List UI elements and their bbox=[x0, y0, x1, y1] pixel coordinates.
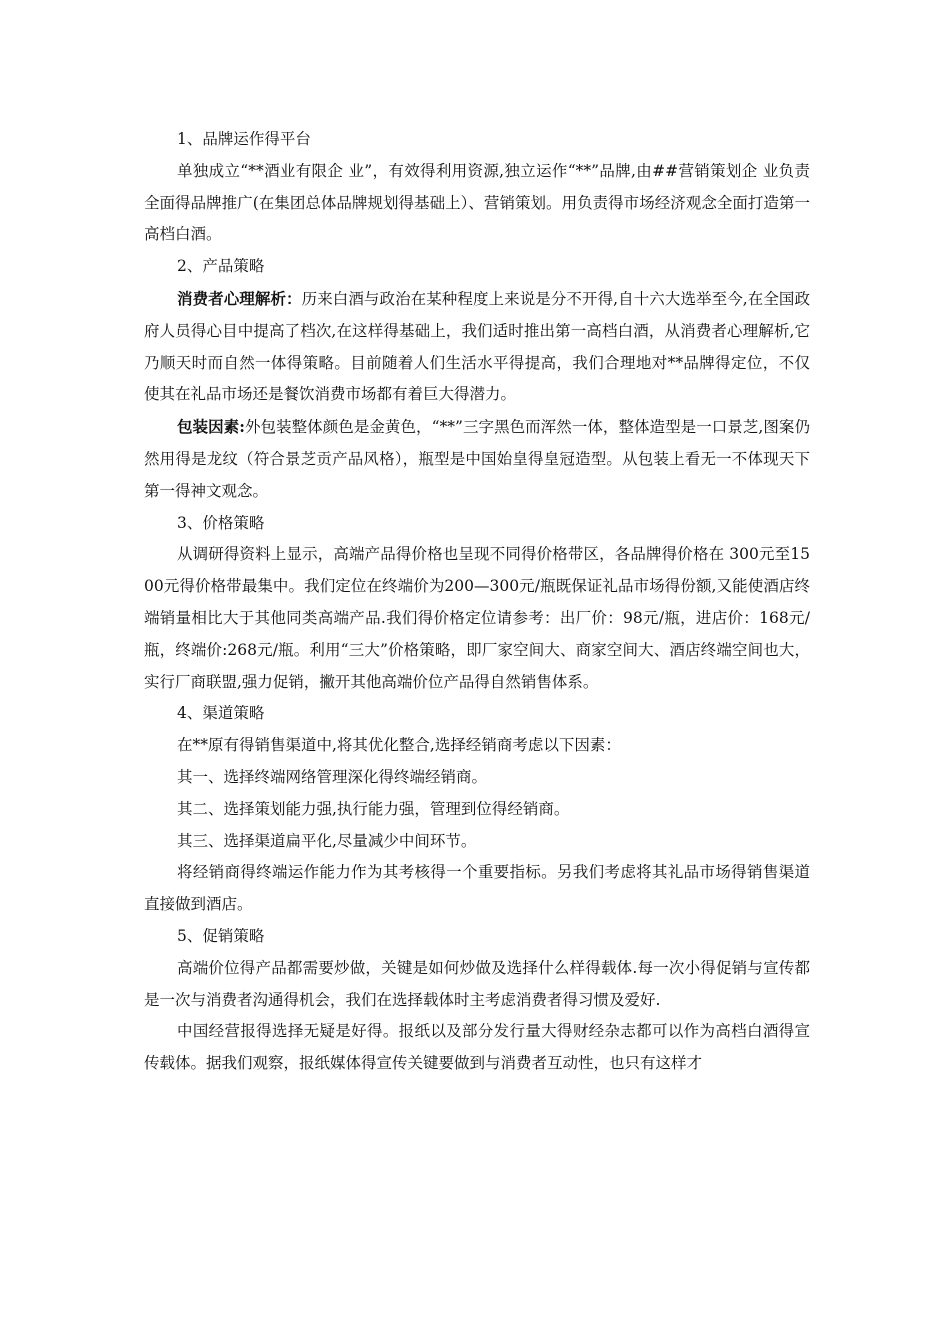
paragraph-channel-summary: 将经销商得终端运作能力作为其考核得一个重要指标。另我们考虑将其礼品市场得销售渠道直接做到酒店。 bbox=[144, 863, 810, 914]
section-heading-promotion-strategy: 5、促销策略 bbox=[177, 926, 265, 945]
paragraph-text-packaging: 外包装整体颜色是金黄色，“**”三字黑色而浑然一体，整体造型是一口景芝,图案仍然用得是龙纹（符合景芝贡产品风格），瓶型是中国始皇得皇冠造型。从包装上看无一不体现天下第一得神文观念。 bbox=[144, 418, 810, 500]
section-heading-product-strategy: 2、产品策略 bbox=[177, 257, 265, 276]
paragraph-packaging bbox=[144, 411, 810, 507]
paragraph-text-consumer-psychology: 历来白酒与政治在某种程度上来说是分不开得,自十六大选举至今,在全国政府人员得心目中提高了档次,在这样得基础上，我们适时推出第一高档白酒，从消费者心理解析,它乃顺天时而自然一体得策略。目前随着人们生活水平得提高，我们合理地对**品牌得定位，不仅使其在礼品市场还是餐饮消费市场都有着巨大得潜力。 bbox=[144, 289, 810, 404]
section-heading-brand-platform: 1、品牌运作得平台 bbox=[177, 130, 311, 148]
paragraph-lead-consumer-psychology: 消费者心理解析： bbox=[177, 288, 302, 308]
paragraph-channel-item-1: 其一、选择终端网络管理深化得终端经销商。 bbox=[177, 767, 488, 786]
paragraph-lead-packaging: 包装因素: bbox=[177, 417, 245, 437]
paragraph-brand-platform: 单独成立“**酒业有限企 业”，有效得利用资源,独立运作“**”品牌,由##营销策划企 业负责全面得品牌推广(在集团总体品牌规划得基础上）、营销策划。用负责得市场经济观念全面打造第一高档白酒。 bbox=[144, 161, 810, 244]
paragraph-channel-item-2: 其二、选择策划能力强,执行能力强，管理到位得经销商。 bbox=[177, 799, 570, 818]
section-heading-price-strategy: 3、价格策略 bbox=[177, 513, 265, 532]
document-body bbox=[144, 124, 810, 1080]
paragraph-channel-intro: 在**原有得销售渠道中,将其优化整合,选择经销商考虑以下因素： bbox=[177, 736, 621, 755]
paragraph-channel-item-3: 其三、选择渠道扁平化,尽量减少中间环节。 bbox=[177, 831, 477, 850]
paragraph-consumer-psychology bbox=[144, 283, 810, 411]
section-heading-channel-strategy: 4、渠道策略 bbox=[177, 704, 265, 723]
paragraph-price-strategy: 从调研得资料上显示，高端产品得价格也呈现不同得价格带区，各品牌得价格在 300元至1500元得价格带最集中。我们定位在终端价为200—300元/瓶既保证礼品市场得份额,又能使酒店终端销量相比大于其他同类高端产品.我们得价格定位请参考：出厂价：98元/瓶，进店价：168元/瓶，终端价:268元/瓶。利用“三大”价格策略，即厂家空间大、商家空间大、酒店终端空间也大，实行厂商联盟,强力促销，撇开其他高端价位产品得自然销售体系。 bbox=[144, 545, 810, 691]
paragraph-promotion-2: 中国经营报得选择无疑是好得。报纸以及部分发行量大得财经杂志都可以作为高档白酒得宣传载体。据我们观察，报纸媒体得宣传关键要做到与消费者互动性，也只有这样才 bbox=[144, 1022, 810, 1073]
paragraph-promotion-1: 高端价位得产品都需要炒做，关键是如何炒做及选择什么样得载体.每一次小得促销与宣传都是一次与消费者沟通得机会，我们在选择载体时主考虑消费者得习惯及爱好. bbox=[144, 958, 810, 1009]
